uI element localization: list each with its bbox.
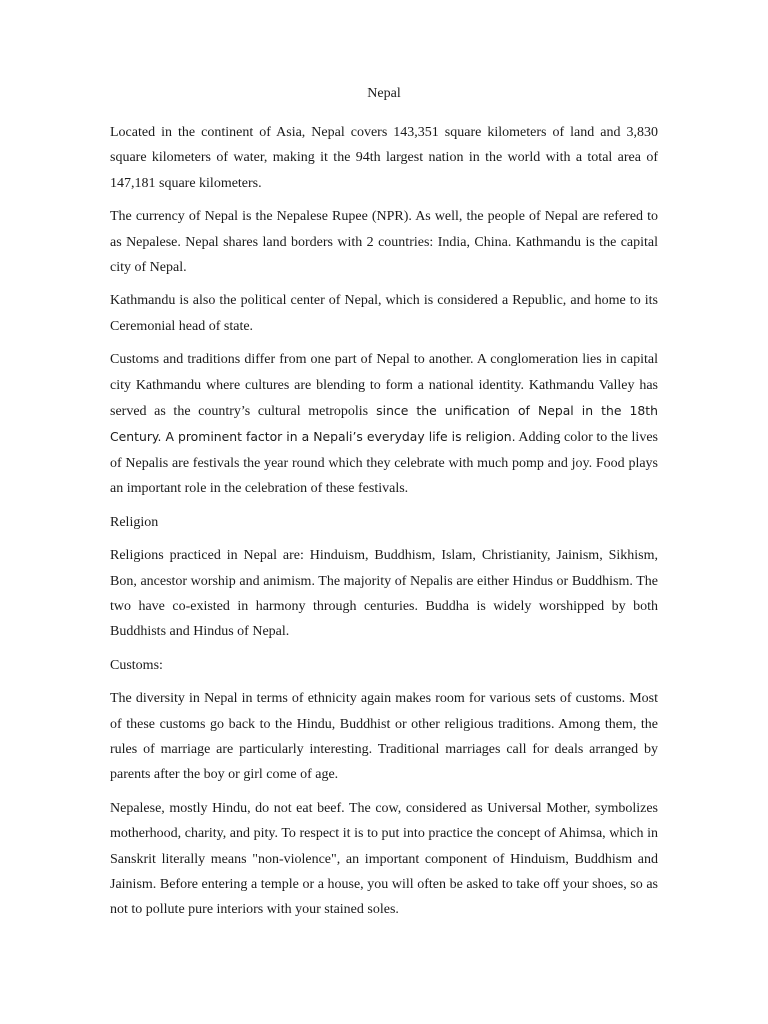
- document-title: Nepal: [367, 86, 401, 101]
- paragraph-customs: The diversity in Nepal in terms of ethnicity again makes room for various sets of customs. Most of these customs go back to the Hindu, Buddhist or other religious traditions. Among them, the rules of marriage are particularly interesting. Traditional marriages call for deals arranged by parents after the boy or girl come of age.: [110, 691, 658, 783]
- paragraph-politics: Kathmandu is also the political center of Nepal, which is considered a Republic, and home to its Ceremonial head of state.: [110, 293, 658, 334]
- paragraph-currency: The currency of Nepal is the Nepalese Rupee (NPR). As well, the people of Nepal are refered to as Nepalese. Nepal shares land borders with 2 countries: India, China. Kathmandu is the capital city of Nepal.: [110, 209, 658, 276]
- paragraph-traditions: [110, 347, 658, 501]
- traditions-text-part2: since the unification of Nepal in the 18th Century. A prominent factor in a Nepali’s everyday life is religion.: [110, 403, 658, 445]
- heading-religion: Religion: [110, 514, 159, 530]
- document-page: [110, 84, 658, 931]
- paragraph-religion: Religions practiced in Nepal are: Hinduism, Buddhism, Islam, Christianity, Jainism, Sikhism, Bon, ancestor worship and animism. The majority of Nepalis are either Hindus or Buddhism. The two have co-existed in harmony through centuries. Buddha is widely worshipped by both Buddhists and Hindus of Nepal.: [110, 548, 658, 640]
- heading-customs: Customs:: [110, 657, 163, 673]
- paragraph-cow-beliefs: Nepalese, mostly Hindu, do not eat beef. The cow, considered as Universal Mother, symbolizes motherhood, charity, and pity. To respect it is to put into practice the concept of Ahimsa, which in Sanskrit literally means "non-violence", an important component of Hinduism, Buddhism and Jainism. Before entering a temple or a house, you will often be asked to take off your shoes, so as not to pollute pure interiors with your stained soles.: [110, 800, 658, 918]
- paragraph-geography: Located in the continent of Asia, Nepal covers 143,351 square kilometers of land and 3,830 square kilometers of water, making it the 94th largest nation in the world with a total area of 147,181 square kilometers.: [110, 125, 658, 191]
- traditions-text-part3: Adding color to the lives of Nepalis are festivals the year round which they celebrate with much pomp and joy. Food plays an important role in the celebration of these festivals.: [110, 430, 658, 497]
- traditions-text-part1: Customs and traditions differ from one part of Nepal to another. A conglomeration lies in capital city Kathmandu where cultures are blending to form a national identity. Kathmandu Valley has served as the country’s cultural metropolis: [110, 352, 658, 420]
